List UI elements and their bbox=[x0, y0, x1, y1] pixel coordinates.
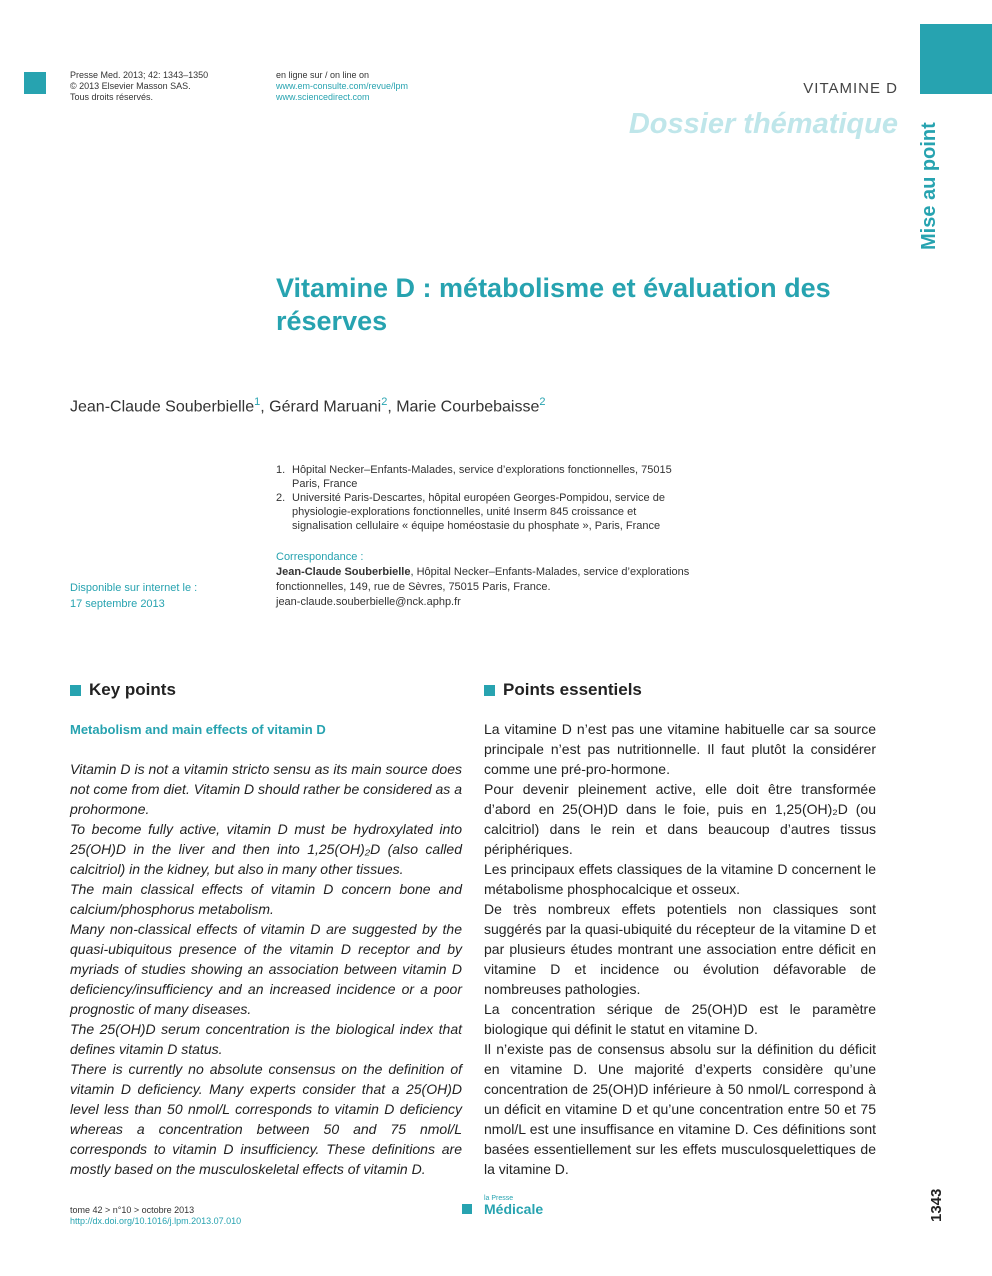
affiliation-item bbox=[276, 491, 686, 533]
key-point-paragraph: The main classical effects of vitamin D concern bone and calcium/phosphorus metabolism. bbox=[70, 881, 462, 917]
availability-label: Disponible sur internet le : bbox=[70, 582, 198, 594]
online-label: en ligne sur / on line on bbox=[276, 70, 370, 80]
key-point-paragraph: The 25(OH)D serum concentration is the biological index that defines vitamin D status. bbox=[70, 1021, 462, 1057]
footer-issue: tome 42 > n°10 > octobre 2013 bbox=[70, 1205, 195, 1215]
points-essentiels-heading bbox=[484, 680, 642, 700]
online-link-em-consulte[interactable]: www.em-consulte.com/revue/lpm bbox=[276, 81, 409, 91]
affiliation-item bbox=[276, 463, 686, 491]
square-bullet-icon bbox=[484, 685, 495, 696]
logo-square-icon bbox=[462, 1204, 472, 1214]
key-point-paragraph: There is currently no absolute consensus on the definition of vitamin D deficiency. Many experts consider that a 25(OH)D level less than 50 nmol/L corresponds to vitamin D deficiency whereas a concentration between 50 and 75 nmol/L corresponds to vitamin D insufficiency. These definitions are mostly based on the musculoskeletal effects of vitamin D. bbox=[70, 1061, 462, 1177]
journal-logo bbox=[462, 1195, 543, 1216]
affiliation-text: Hôpital Necker–Enfants-Malades, service d’explorations fonctionnelles, 75015 Paris, France bbox=[292, 464, 672, 490]
author-affil-sup: 1 bbox=[254, 396, 261, 408]
point-essentiel-paragraph: La vitamine D n’est pas une vitamine habituelle car sa source principale n’est pas nutritionnelle. Il faut plutôt la considérer comme une pré-pro-hormone. bbox=[484, 721, 876, 777]
corner-block-top-right bbox=[920, 24, 992, 94]
logo-line-1: la Presse bbox=[484, 1195, 514, 1202]
availability bbox=[70, 580, 197, 612]
correspondence-name: Jean-Claude Souberbielle bbox=[276, 566, 411, 578]
page-number: 1343 bbox=[928, 1188, 945, 1222]
point-essentiel-paragraph: Il n’existe pas de consensus absolu sur la définition du déficit en vitamine D. Une majorité d’experts considère qu’une concentration de 25(OH)D inférieure à 50 nmol/L correspond à un déficit en vitamine D et qu’une concentration entre 50 et 75 nmol/L est une insuffisance en vitamine D. Ces définitions sont basées essentiellement sur les effets musculosquelettiques de la vitamine D. bbox=[484, 1041, 876, 1177]
side-rubric-label: Mise au point bbox=[918, 122, 940, 250]
points-essentiels-body bbox=[484, 719, 876, 1179]
key-point-paragraph: Many non-classical effects of vitamin D are suggested by the quasi-ubiquitous presence of the vitamin D receptor and by myriads of studies showing an association between vitamin D deficiency/insufficiency and an increased incidence or a poor prognostic of many diseases. bbox=[70, 921, 462, 1017]
affiliation-text: Université Paris-Descartes, hôpital européen Georges-Pompidou, service de physiologie-explorations fonctionnelles, unité Inserm 845 croissance et signalisation cellulaire « équipe homéostasie du phosphate », Paris, France bbox=[292, 492, 665, 532]
logo-text bbox=[484, 1195, 543, 1216]
correspondence-email[interactable]: jean-claude.souberbielle@nck.aphp.fr bbox=[276, 596, 461, 608]
availability-date: 17 septembre 2013 bbox=[70, 598, 165, 610]
affiliation-number: 2. bbox=[276, 492, 286, 504]
author-separator: , bbox=[387, 398, 397, 416]
dossier-label: Dossier thématique bbox=[628, 108, 898, 140]
author-name: Jean-Claude Souberbielle bbox=[70, 398, 255, 416]
journal-line-2: © 2013 Elsevier Masson SAS. bbox=[70, 81, 191, 91]
key-point-paragraph: Vitamin D is not a vitamin stricto sensu as its main source does not come from diet. Vitamin D should rather be considered as a prohormone. bbox=[70, 761, 462, 817]
points-essentiels-heading-text: Points essentiels bbox=[503, 680, 642, 699]
corner-square-top-left bbox=[24, 72, 46, 94]
correspondence-address: , Hôpital Necker–Enfants-Malades, service d’explorations fonctionnelles, 149, rue de Sèvres, 75015 Paris, France. bbox=[276, 566, 690, 593]
key-point-paragraph: To become fully active, vitamin D must be hydroxylated into 25(OH)D in the liver and then into 1,25(OH)₂D (also called calcitriol) in the kidney, but also in many other tissues. bbox=[70, 821, 462, 877]
correspondence-address-block bbox=[276, 565, 696, 595]
article-title: Vitamine D : métabolisme et évaluation des réserves bbox=[276, 273, 831, 336]
footer-citation bbox=[70, 1205, 241, 1227]
point-essentiel-paragraph: La concentration sérique de 25(OH)D est le paramètre biologique qui définit le statut en vitamine D. bbox=[484, 1001, 876, 1037]
author-name: Marie Courbebaisse bbox=[396, 398, 540, 416]
author-name: Gérard Maruani bbox=[269, 398, 382, 416]
footer-doi-link[interactable]: http://dx.doi.org/10.1016/j.lpm.2013.07.010 bbox=[70, 1216, 242, 1226]
online-info bbox=[276, 70, 408, 103]
journal-citation bbox=[70, 70, 208, 103]
affiliations bbox=[276, 463, 686, 533]
square-bullet-icon bbox=[70, 685, 81, 696]
author-list bbox=[70, 396, 546, 416]
online-link-sciencedirect[interactable]: www.sciencedirect.com bbox=[276, 92, 370, 102]
author-affil-sup: 2 bbox=[539, 396, 546, 408]
section-label: VITAMINE D bbox=[803, 80, 898, 97]
key-points-subheading: Metabolism and main effects of vitamin D bbox=[70, 722, 326, 737]
author-separator: , bbox=[260, 398, 270, 416]
affiliation-number: 1. bbox=[276, 464, 286, 476]
correspondence bbox=[276, 550, 696, 610]
key-points-heading-text: Key points bbox=[89, 680, 176, 699]
point-essentiel-paragraph: Les principaux effets classiques de la vitamine D concernent le métabolisme phosphocalcique et osseux. bbox=[484, 861, 876, 897]
key-points-body bbox=[70, 759, 462, 1179]
logo-line-2: Médicale bbox=[484, 1201, 544, 1217]
journal-line-3: Tous droits réservés. bbox=[70, 92, 154, 102]
author-affil-sup: 2 bbox=[381, 396, 388, 408]
correspondence-label: Correspondance : bbox=[276, 551, 364, 563]
journal-line-1: Presse Med. 2013; 42: 1343–1350 bbox=[70, 70, 209, 80]
point-essentiel-paragraph: De très nombreux effets potentiels non classiques sont suggérés par la quasi-ubiquité du récepteur de la vitamine D et par plusieurs études montrant une association entre déficit en vitamine D et incidence ou évolution défavorable de nombreuses pathologies. bbox=[484, 901, 876, 997]
key-points-heading bbox=[70, 680, 176, 700]
point-essentiel-paragraph: Pour devenir pleinement active, elle doit être transformée d’abord en 25(OH)D dans le foie, puis en 1,25(OH)₂D (ou calcitriol) dans le rein et dans beaucoup d’autres tissus périphériques. bbox=[484, 781, 876, 857]
